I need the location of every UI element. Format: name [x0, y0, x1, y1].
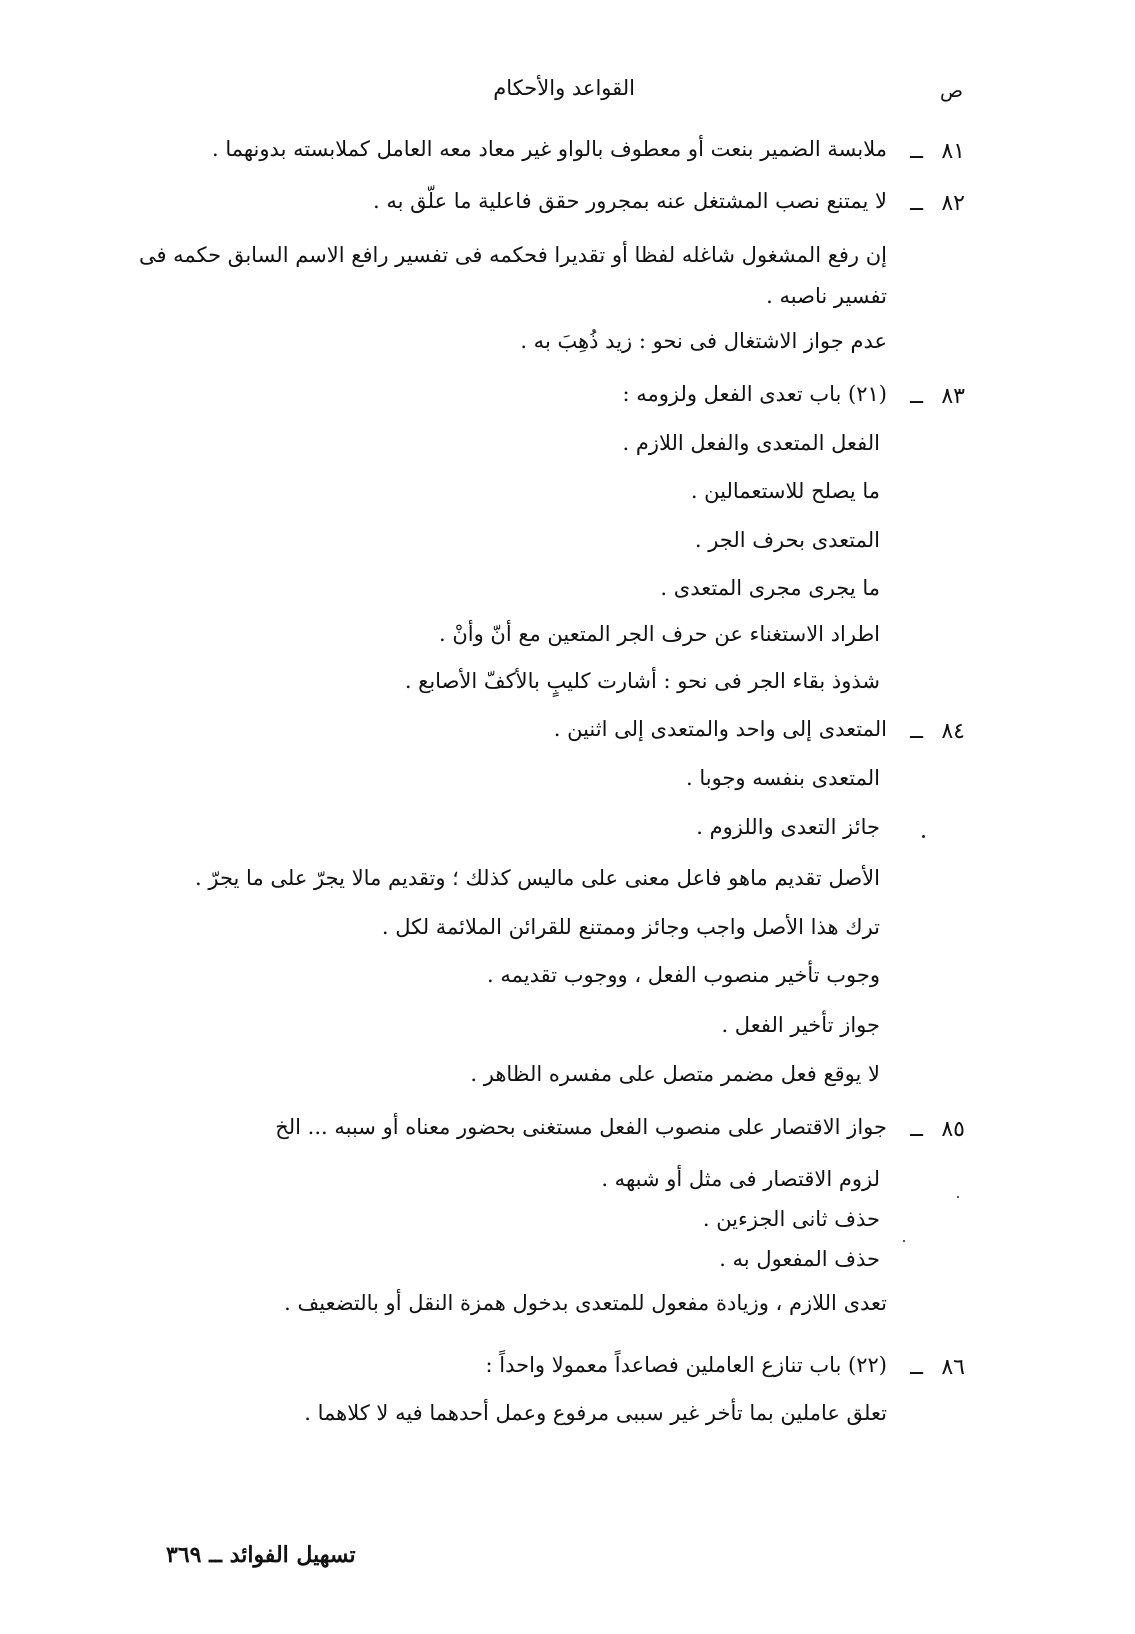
entry-text: حذف ثانى الجزءين . — [702, 1207, 880, 1231]
entry-text: جواز الاقتصار على منصوب الفعل مستغنى بحضور معناه أو سببه ... الخ — [275, 1115, 887, 1139]
entry-number: ٨١ — [941, 139, 965, 164]
entry-text: ما يصلح للاستعمالين . — [690, 479, 880, 503]
entry-dash: ــ — [910, 1117, 923, 1142]
entry-dash: ــ — [910, 719, 923, 744]
page-label: ص — [940, 80, 963, 102]
entry-dash: ــ — [910, 384, 923, 409]
entry-text: المتعدى بنفسه وجوبا . — [685, 766, 880, 790]
entry-number: ٨٣ — [941, 384, 965, 409]
entry-text: اطراد الاستغناء عن حرف الجر المتعين مع أنّ وأنْ . — [438, 622, 880, 646]
entry-text: جائز التعدى واللزوم . — [696, 815, 880, 839]
entry-text: لا يمتنع نصب المشتغل عنه بمجرور حقق فاعلية ما علّق به . — [373, 189, 887, 213]
entry-text: جواز تأخير الفعل . — [721, 1013, 880, 1037]
entry-number: ٨٥ — [941, 1117, 965, 1142]
entry-text: المتعدى إلى واحد والمتعدى إلى اثنين . — [553, 717, 887, 741]
entry-number: ٨٢ — [941, 191, 965, 216]
entry-text: الفعل المتعدى والفعل اللازم . — [622, 431, 880, 455]
entry-text: المتعدى بحرف الجر . — [694, 528, 880, 552]
entry-text: تعلق عاملين بما تأخر غير سببى مرفوع وعمل أحدهما فيه لا كلاهما . — [304, 1401, 887, 1425]
page-header-title: القواعد والأحكام — [493, 76, 635, 100]
entry-text: تعدى اللازم ، وزيادة مفعول للمتعدى بدخول همزة النقل أو بالتضعيف . — [284, 1291, 887, 1315]
scan-speck — [922, 835, 925, 838]
entry-dash: ــ — [910, 139, 923, 164]
page-footer: تسهيل الفوائد ــ ٣٦٩ — [166, 1542, 356, 1568]
entry-text: شذوذ بقاء الجر فى نحو : أشارت كليبٍ بالأكفّ الأصابع . — [404, 669, 880, 693]
scan-speck — [957, 1196, 959, 1198]
entry-number: ٨٦ — [941, 1355, 965, 1380]
section-heading: (٢١) باب تعدى الفعل ولزومه : — [622, 382, 887, 406]
entry-text: وجوب تأخير منصوب الفعل ، ووجوب تقديمه . — [487, 963, 880, 987]
entry-text: لا يوقع فعل مضمر متصل على مفسره الظاهر . — [470, 1062, 880, 1086]
entry-text: ما يجرى مجرى المتعدى . — [660, 576, 880, 600]
entry-number: ٨٤ — [941, 719, 965, 744]
entry-text: ترك هذا الأصل واجب وجائز وممتنع للقرائن الملائمة لكل . — [381, 915, 880, 939]
entry-dash: ــ — [910, 1355, 923, 1380]
entry-text: لزوم الاقتصار فى مثل أو شبهه . — [601, 1167, 880, 1191]
section-heading: (٢٢) باب تنازع العاملين فصاعداً معمولا واحداً : — [485, 1353, 887, 1377]
entry-text: إن رفع المشغول شاغله لفظا أو تقديرا فحكمه فى تفسير رافع الاسم السابق حكمه فى — [138, 243, 887, 267]
entry-text: حذف المفعول به . — [719, 1247, 880, 1271]
entry-text: تفسير ناصبه . — [766, 284, 887, 308]
entry-text: الأصل تقديم ماهو فاعل معنى على ماليس كذلك ؛ وتقديم مالا يجرّ على ما يجرّ . — [195, 866, 880, 890]
entry-text: ملابسة الضمير بنعت أو معطوف بالواو غير معاد معه العامل كملابسته بدونهما . — [211, 137, 887, 161]
entry-dash: ــ — [910, 191, 923, 216]
scan-speck — [903, 1240, 905, 1242]
entry-text: عدم جواز الاشتغال فى نحو : زيد ذُهِبَ به . — [520, 329, 887, 353]
